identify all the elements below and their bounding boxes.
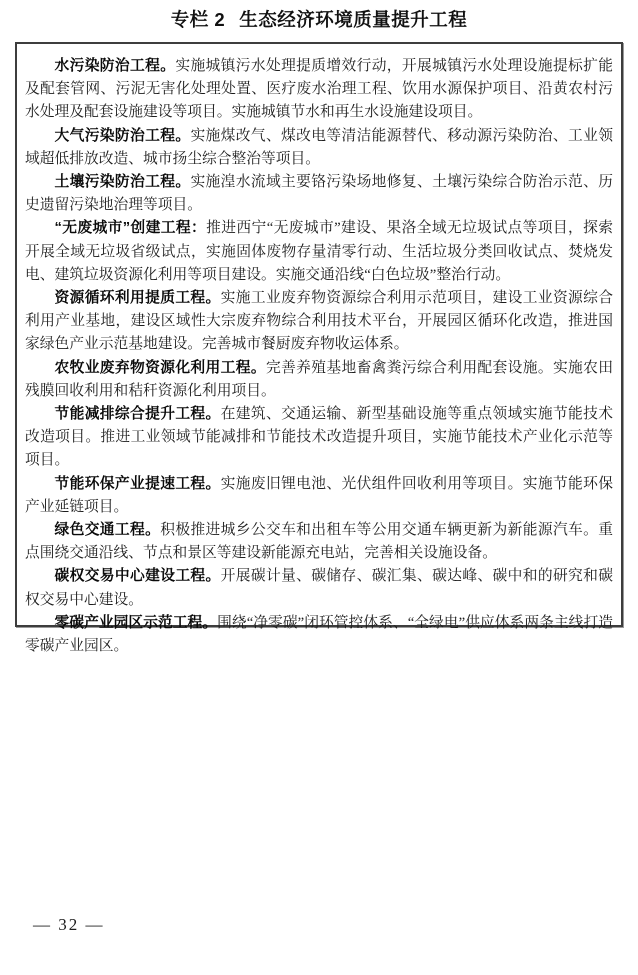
project-heading: 水污染防治工程。 (54, 58, 176, 74)
column-title (0, 6, 638, 32)
project-heading: 绿色交通工程。 (54, 522, 161, 539)
project-heading: “无废城市”创建工程： (54, 220, 207, 237)
project-heading: 零碳产业园区示范工程。 (54, 614, 218, 631)
project-body: 实施城镇污水处理提质增效行动，开展城镇污水处理设施提标扩能及配套管网、污泥无害化处理处置、医疗废水治理工程、饮用水源保护项目、沿黄农村污水处理及配套设施建设等项目。实施城镇节水和再生水设施建设项目。 (25, 58, 614, 121)
project-heading: 土壤污染防治工程。 (54, 174, 191, 191)
project-heading: 节能环保产业提速工程。 (54, 475, 221, 492)
project-heading: 资源循环利用提质工程。 (54, 290, 221, 307)
column-title-text: 生态经济环境质量提升工程 (239, 9, 468, 30)
project-paragraph (25, 125, 613, 171)
project-paragraph (25, 612, 613, 658)
project-body: 完善养殖基地畜禽粪污综合利用配套设施。实施农田残膜回收利用和秸秆资源化利用项目。 (25, 359, 614, 399)
project-paragraph (25, 171, 613, 217)
project-body: 围绕“净零碳”闭环管控体系、“全绿电”供应体系两条主线打造零碳产业园区。 (25, 614, 614, 655)
project-paragraph (25, 565, 613, 611)
project-paragraph (25, 403, 613, 473)
project-heading: 碳权交易中心建设工程。 (54, 568, 221, 585)
project-heading: 农牧业废弃物资源化利用工程。 (54, 359, 266, 376)
page-number: — 32 — (33, 915, 105, 934)
project-body: 实施工业废弃物资源综合利用示范项目，建设工业资源综合利用产业基地，建设区域性大宗废弃物综合利用技术平台，开展园区循环化改造，推进国家绿色产业示范基地建设。完善城市餐厨废弃物收运体系。 (25, 290, 614, 353)
project-paragraph (25, 55, 613, 125)
project-paragraph (25, 357, 613, 403)
project-paragraph (25, 217, 613, 287)
project-body: 在建筑、交通运输、新型基础设施等重点领域实施节能技术改造项目。推进工业领域节能减排和节能技术改造提升项目，实施节能技术产业化示范等项目。 (25, 406, 614, 469)
project-heading: 节能减排综合提升工程。 (54, 406, 221, 423)
column-box (15, 42, 623, 655)
project-body: 实施煤改气、煤改电等清洁能源替代、移动源污染防治、工业领域超低排放改造、城市扬尘综合整治等项目。 (25, 127, 614, 167)
project-heading: 大气污染防治工程。 (54, 127, 191, 144)
project-body: 实施湟水流域主要铬污染场地修复、土壤污染综合防治示范、历史遗留污染地治理等项目。 (25, 174, 614, 214)
project-body: 推进西宁“无废城市”建设、果洛全域无垃圾试点等项目，探索开展全域无垃圾省级试点，实施固体废物存量清零行动、生活垃圾分类回收试点、焚烧发电、建筑垃圾资源化利用等项目建设。实施交通沿线“白色垃圾”整治行动。 (25, 220, 614, 283)
project-body: 积极推进城乡公交车和出租车等公用交通车辆更新为新能源汽车。重点围绕交通沿线、节点和景区等建设新能源充电站，完善相关设施设备。 (25, 522, 614, 562)
project-body: 开展碳计量、碳储存、碳汇集、碳达峰、碳中和的研究和碳权交易中心建设。 (25, 568, 614, 608)
project-paragraph (25, 519, 613, 565)
project-paragraph (25, 473, 613, 519)
project-body: 实施废旧锂电池、光伏组件回收利用等项目。实施节能环保产业延链项目。 (25, 475, 614, 515)
project-paragraph (25, 287, 613, 357)
column-title-label: 专栏 2 (170, 9, 226, 30)
